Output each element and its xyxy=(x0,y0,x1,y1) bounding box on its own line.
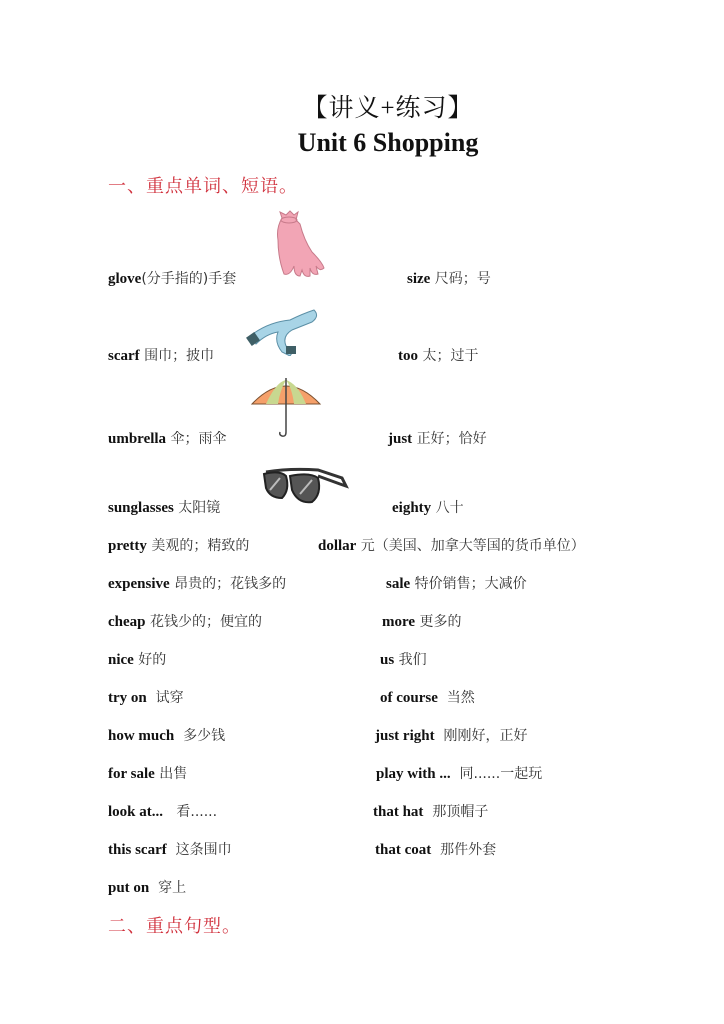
vocab-zh: 美观的；精致的 xyxy=(146,538,250,554)
page-subtitle: Unit 6 Shopping xyxy=(297,128,479,157)
vocab-en: play with ... xyxy=(376,766,451,782)
vocab-item-that-coat xyxy=(375,839,496,859)
vocab-item-of-course xyxy=(380,687,475,707)
vocab-zh: 我们 xyxy=(394,652,427,668)
vocab-zh: (分手指的)手套 xyxy=(141,271,237,287)
section-heading-vocab: 一、重点单词、短语。 xyxy=(108,176,298,196)
vocab-zh: 穿上 xyxy=(149,880,187,896)
vocab-item-play-with xyxy=(376,763,542,783)
vocab-item-glove xyxy=(108,268,236,288)
vocab-item-how-much xyxy=(108,725,225,745)
vocab-en: nice xyxy=(108,652,134,668)
vocab-zh: 更多的 xyxy=(415,614,462,630)
vocab-item-just xyxy=(388,428,487,448)
vocab-zh: 那件外套 xyxy=(431,842,497,858)
vocab-item-that-hat xyxy=(373,801,488,821)
vocab-en: cheap xyxy=(108,614,146,630)
vocab-zh: 这条围巾 xyxy=(166,842,232,858)
vocab-item-cheap xyxy=(108,611,262,631)
vocab-en: just xyxy=(388,431,413,447)
vocab-zh: 花钱少的；便宜的 xyxy=(145,614,262,630)
vocab-item-too xyxy=(398,345,478,365)
vocab-en: expensive xyxy=(108,576,170,592)
vocab-en: sale xyxy=(386,576,411,592)
vocab-item-nice xyxy=(108,649,166,669)
vocab-item-put-on xyxy=(108,877,186,897)
sunglasses-icon xyxy=(260,464,350,506)
vocab-zh: 昂贵的；花钱多的 xyxy=(169,576,287,592)
vocab-en: sunglasses xyxy=(108,500,174,516)
vocab-zh: 刚刚好，正好 xyxy=(434,728,528,744)
vocab-zh: 八十 xyxy=(431,500,464,516)
vocab-zh: 同......一起玩 xyxy=(450,766,543,782)
vocab-zh: 尺码；号 xyxy=(430,271,491,287)
vocab-en: scarf xyxy=(108,348,140,364)
vocab-en: us xyxy=(380,652,395,668)
vocab-en: how much xyxy=(108,728,175,744)
vocab-item-sunglasses xyxy=(108,497,220,517)
vocab-zh: 太；过于 xyxy=(418,348,479,364)
vocab-en: dollar xyxy=(318,538,357,554)
vocab-en: this scarf xyxy=(108,842,167,858)
vocab-item-scarf xyxy=(108,345,214,365)
vocab-en: umbrella xyxy=(108,431,167,447)
vocab-en: of course xyxy=(380,690,438,706)
vocab-zh: 试穿 xyxy=(146,690,184,706)
vocab-item-eighty xyxy=(392,497,464,517)
vocab-zh: 太阳镜 xyxy=(173,500,221,516)
vocab-en: too xyxy=(398,348,418,364)
vocab-item-pretty xyxy=(108,535,249,555)
vocab-en: more xyxy=(382,614,416,630)
vocab-en: that hat xyxy=(373,804,424,820)
vocab-zh: 好的 xyxy=(133,652,167,668)
vocab-en: put on xyxy=(108,880,150,896)
vocab-item-more xyxy=(382,611,462,631)
vocab-zh: 看...... xyxy=(163,804,218,820)
vocab-item-size xyxy=(407,268,491,288)
vocab-en: eighty xyxy=(392,500,432,516)
vocab-en: size xyxy=(407,271,431,287)
vocab-item-us xyxy=(380,649,427,669)
vocab-item-look-at xyxy=(108,801,217,821)
vocab-en: just right xyxy=(375,728,435,744)
vocab-zh: 正好；恰好 xyxy=(412,431,487,447)
vocab-en: glove xyxy=(108,271,142,287)
vocab-item-sale xyxy=(386,573,527,593)
vocab-en: look at... xyxy=(108,804,164,820)
vocab-item-umbrella xyxy=(108,428,227,448)
vocab-zh: 特价销售；大减价 xyxy=(410,576,527,592)
vocab-item-for-sale xyxy=(108,763,187,783)
vocab-zh: 当然 xyxy=(437,690,475,706)
vocab-item-this-scarf xyxy=(108,839,232,859)
scarf-icon xyxy=(246,306,320,356)
vocab-zh: 围巾；披巾 xyxy=(139,348,215,364)
vocab-en: pretty xyxy=(108,538,147,554)
glove-icon xyxy=(272,210,330,282)
vocab-zh: 元（美国、加拿大等国的货币单位） xyxy=(356,538,585,554)
vocab-zh: 多少钱 xyxy=(174,728,226,744)
vocab-zh: 那顶帽子 xyxy=(423,804,489,820)
page-title: 【讲义+练习】 xyxy=(302,95,474,122)
vocab-zh: 伞；雨伞 xyxy=(166,431,227,447)
vocab-item-try-on xyxy=(108,687,184,707)
vocab-en: try on xyxy=(108,690,147,706)
umbrella-icon xyxy=(250,374,322,438)
section-heading-sentences: 二、重点句型。 xyxy=(108,916,241,936)
vocab-item-just-right xyxy=(375,725,528,745)
vocab-zh: 出售 xyxy=(154,766,188,782)
vocab-item-expensive xyxy=(108,573,286,593)
vocab-item-dollar xyxy=(318,535,585,555)
vocab-en: for sale xyxy=(108,766,155,782)
vocab-en: that coat xyxy=(375,842,432,858)
